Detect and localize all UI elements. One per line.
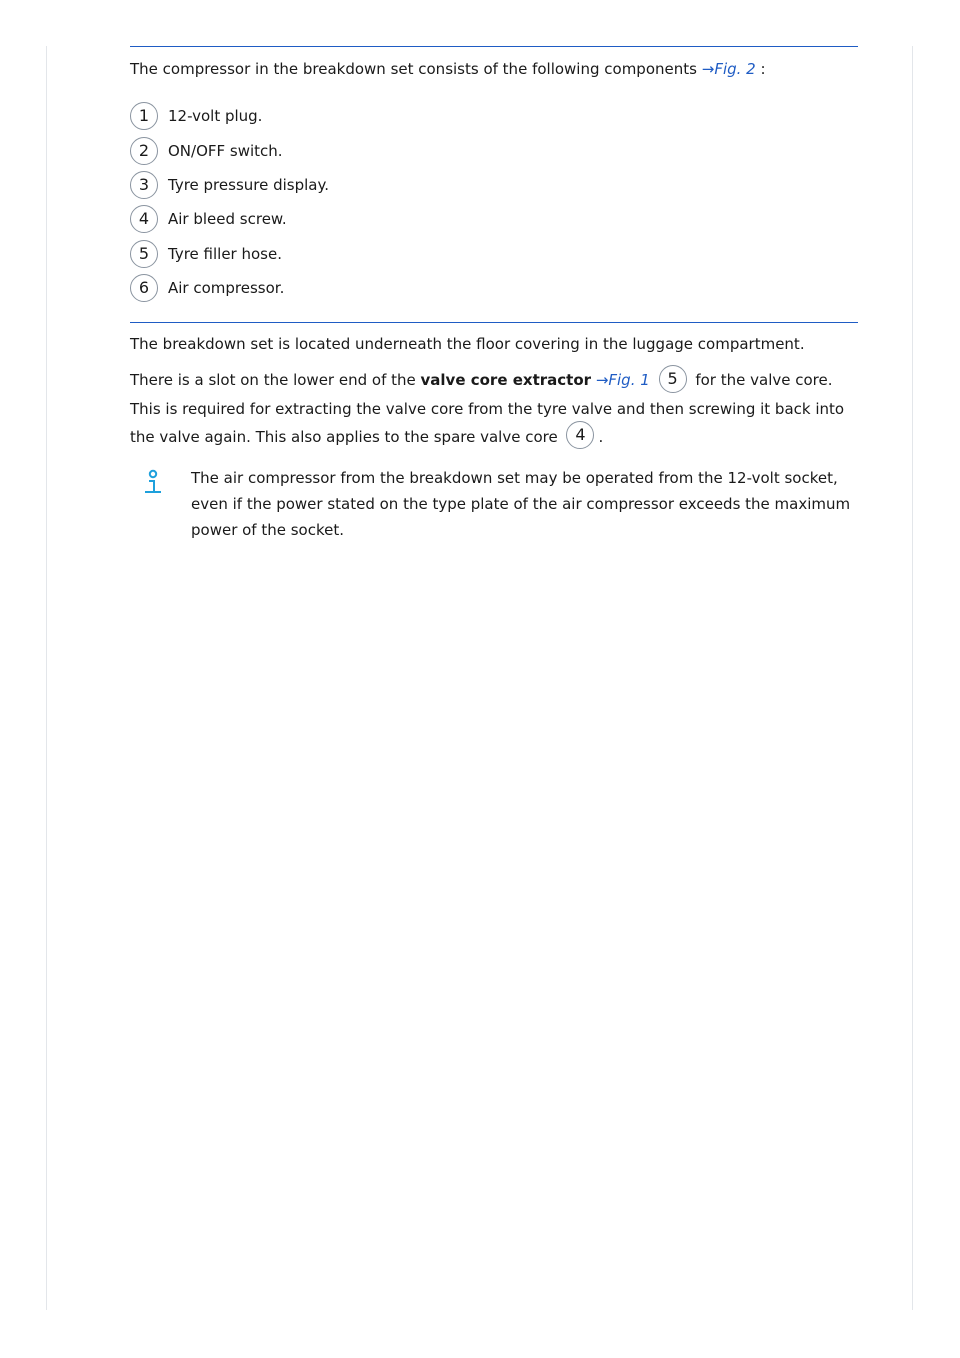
note-text: The air compressor from the breakdown set may be operated from the 12-volt socket, even if the power stated on the type plate of the air compressor exceeds the maximum power of the socket. [191, 469, 851, 540]
intro-text: The compressor in the breakdown set consists of the following components [130, 60, 697, 78]
fig-1-link[interactable]: Fig. 1 [608, 371, 650, 390]
arrow-right-icon: → [701, 60, 715, 78]
valve-core-paragraph [130, 366, 858, 451]
list-item [130, 99, 858, 133]
slot-text-before: There is a slot on the lower end of the [130, 371, 421, 390]
component-number-badge: 5 [659, 365, 687, 393]
components-intro [130, 55, 858, 83]
location-paragraph: The breakdown set is located underneath the floor covering in the luggage compartment. [130, 335, 805, 354]
left-margin-line [46, 46, 47, 1310]
list-item [130, 237, 858, 271]
arrow-right-icon: → [595, 371, 609, 390]
component-number-badge: 3 [130, 171, 158, 199]
component-number-badge: 6 [130, 274, 158, 302]
component-label: Air bleed screw. [168, 210, 287, 229]
component-number-badge: 4 [566, 421, 594, 449]
component-number-badge: 1 [130, 102, 158, 130]
slot-text-middle: for the valve core. This is required for extracting the valve core from the tyre valve and then screwing it back into the valve again. This also applies to the spare valve core [130, 371, 845, 446]
list-item [130, 168, 858, 202]
components-list [130, 99, 858, 305]
top-divider [130, 46, 858, 47]
info-icon [142, 469, 164, 495]
component-number-badge: 2 [130, 137, 158, 165]
component-number-badge: 4 [130, 205, 158, 233]
list-item [130, 133, 858, 167]
component-label: Tyre pressure display. [168, 175, 329, 194]
slot-text-end: . [598, 427, 604, 446]
fig-2-link[interactable]: Fig. 2 [714, 60, 756, 78]
list-item [130, 202, 858, 236]
info-note [130, 465, 858, 543]
component-label: ON/OFF switch. [168, 141, 283, 160]
section-divider [130, 322, 858, 323]
valve-core-extractor-term: valve core extractor [420, 371, 592, 390]
list-item [130, 271, 858, 305]
intro-suffix: : [755, 60, 766, 78]
page-content [130, 0, 858, 543]
component-label: Air compressor. [168, 279, 285, 298]
component-label: Tyre filler hose. [168, 244, 282, 263]
right-margin-line [912, 46, 913, 1310]
component-number-badge: 5 [130, 240, 158, 268]
component-label: 12-volt plug. [168, 107, 263, 126]
